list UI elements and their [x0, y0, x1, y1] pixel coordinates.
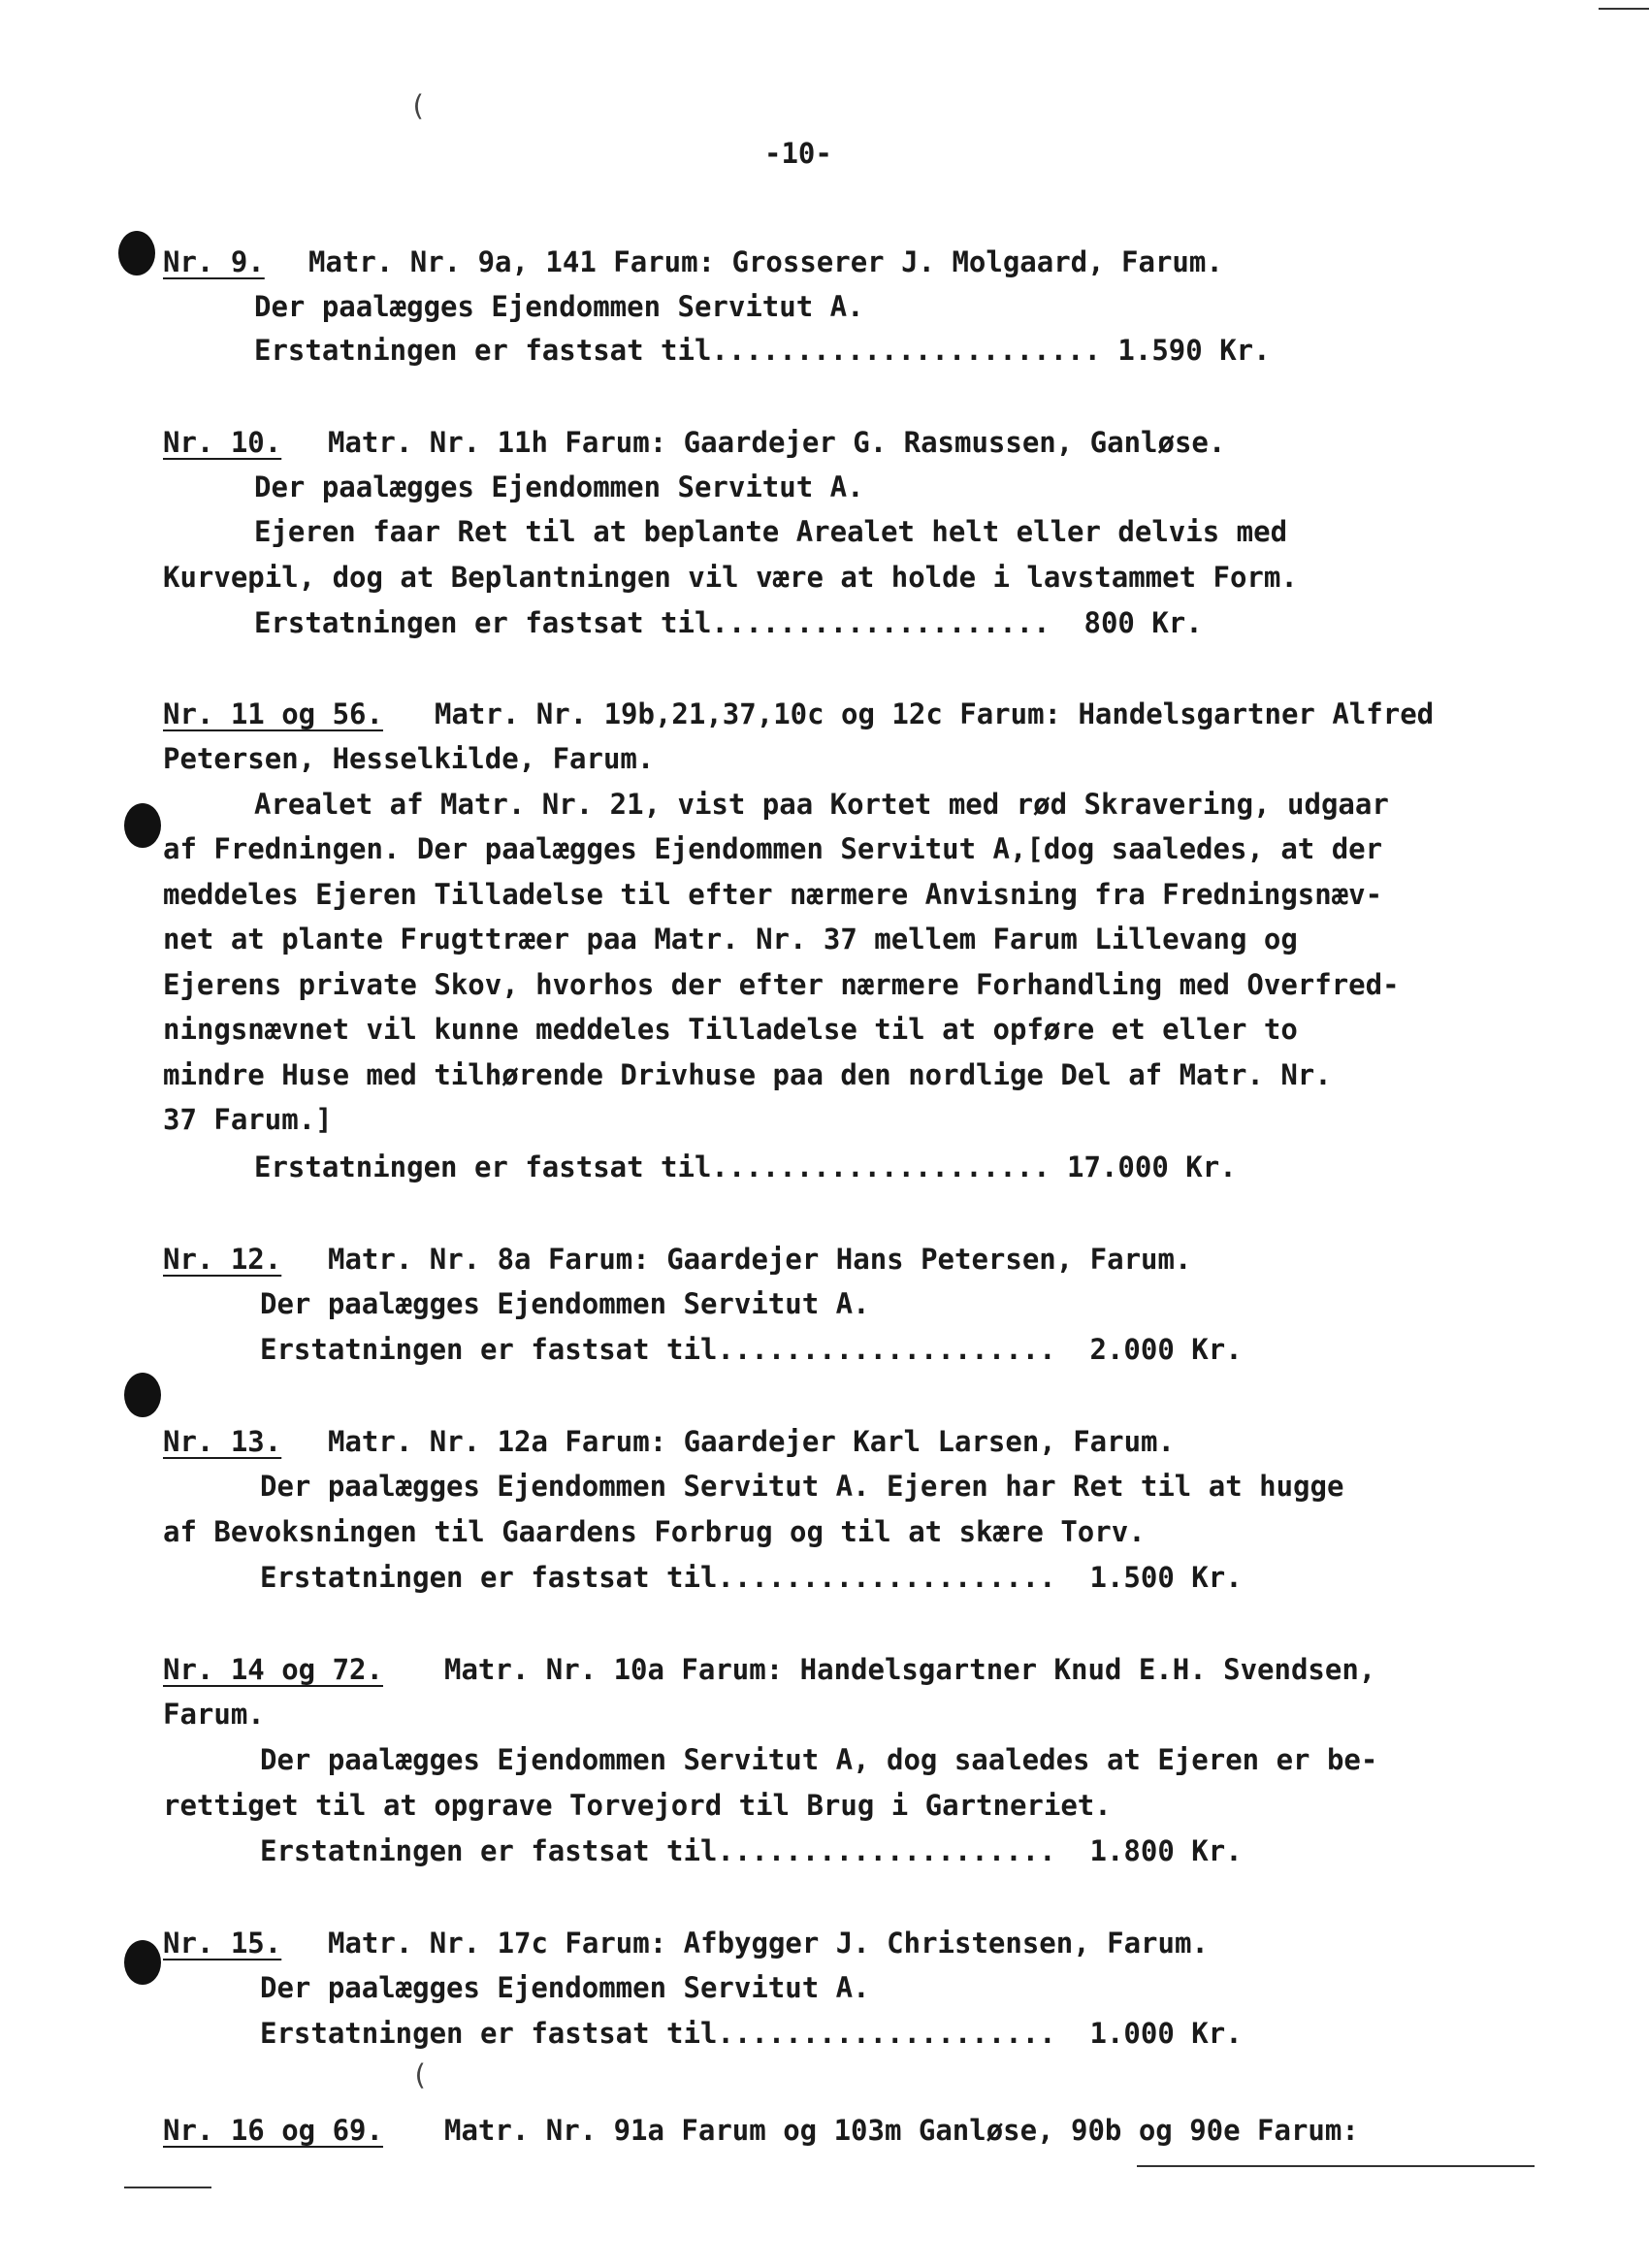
entry-label: Nr. 11 og 56.	[163, 697, 383, 730]
bottom-rule	[1137, 2165, 1535, 2167]
entry-heading: Matr. Nr. 8a Farum: Gaardejer Hans Petersen, Farum.	[328, 1243, 1192, 1276]
entry-text-line: Ejeren faar Ret til at beplante Arealet helt eller delvis med	[254, 515, 1288, 548]
entry-label: Nr. 12.	[163, 1243, 282, 1276]
entry-label: Nr. 14 og 72.	[163, 1653, 383, 1686]
punch-hole	[118, 231, 155, 275]
entry-heading: Matr. Nr. 12a Farum: Gaardejer Karl Larsen, Farum.	[328, 1425, 1175, 1458]
compensation-line: Erstatningen er fastsat til.................... 17.000 Kr.	[254, 1150, 1237, 1183]
punch-hole	[124, 1373, 161, 1417]
entry-text-line: Kurvepil, dog at Beplantningen vil være at holde i lavstammet Form.	[163, 561, 1298, 594]
entry-label: Nr. 16 og 69.	[163, 2114, 383, 2147]
entry-label: Nr. 9.	[163, 245, 265, 278]
stray-mark: (	[411, 2058, 429, 2091]
entry-text-line: ningsnævnet vil kunne meddeles Tilladelse til at opføre et eller to	[163, 1013, 1298, 1046]
entry-heading: Matr. Nr. 9a, 141 Farum: Grosserer J. Molgaard, Farum.	[308, 245, 1223, 278]
punch-hole	[124, 803, 161, 848]
entry-text-line: af Fredningen. Der paalægges Ejendommen Servitut A,[dog saaledes, at der	[163, 832, 1383, 865]
entry-label: Nr. 10.	[163, 426, 282, 459]
entry-text-line: Petersen, Hesselkilde, Farum.	[163, 742, 655, 775]
compensation-line: Erstatningen er fastsat til.................... 800 Kr.	[254, 606, 1203, 639]
entry-label: Nr. 15.	[163, 1927, 282, 1960]
entry-heading: Matr. Nr. 11h Farum: Gaardejer G. Rasmussen, Ganløse.	[328, 426, 1226, 459]
entry-text-line: meddeles Ejeren Tilladelse til efter nærmere Anvisning fra Fredningsnæv-	[163, 878, 1383, 911]
entry-label: Nr. 13.	[163, 1425, 282, 1458]
compensation-line: Erstatningen er fastsat til.................... 2.000 Kr.	[260, 1333, 1243, 1366]
entry-text-line: Der paalægges Ejendommen Servitut A. Ejeren har Ret til at hugge	[260, 1470, 1344, 1503]
compensation-line: Erstatningen er fastsat til.................... 1.000 Kr.	[260, 2017, 1243, 2050]
entry-heading: Matr. Nr. 10a Farum: Handelsgartner Knud E.H. Svendsen,	[444, 1653, 1376, 1686]
entry-text-line: Arealet af Matr. Nr. 21, vist paa Kortet med rød Skravering, udgaar	[254, 788, 1389, 821]
punch-hole	[124, 1940, 161, 1985]
entry-text-line: 37 Farum.]	[163, 1103, 333, 1136]
entry-text-line: rettiget til at opgrave Torvejord til Brug i Gartneriet.	[163, 1789, 1112, 1822]
page-number: -10-	[764, 137, 832, 170]
compensation-line: Erstatningen er fastsat til.................... 1.800 Kr.	[260, 1834, 1243, 1867]
entry-text-line: mindre Huse med tilhørende Drivhuse paa den nordlige Del af Matr. Nr.	[163, 1058, 1332, 1091]
entry-heading: Matr. Nr. 19b,21,37,10c og 12c Farum: Handelsgartner Alfred	[435, 697, 1435, 730]
entry-text-line: Der paalægges Ejendommen Servitut A.	[254, 290, 864, 323]
entry-text-line: af Bevoksningen til Gaardens Forbrug og til at skære Torv.	[163, 1515, 1146, 1548]
stray-mark: (	[409, 89, 427, 122]
entry-text-line: Ejerens private Skov, hvorhos der efter nærmere Forhandling med Overfred-	[163, 968, 1400, 1001]
bottom-dash	[124, 2187, 211, 2188]
entry-text-line: Der paalægges Ejendommen Servitut A.	[260, 1971, 870, 2004]
entry-heading: Matr. Nr. 91a Farum og 103m Ganløse, 90b og 90e Farum:	[444, 2114, 1359, 2147]
compensation-line: Erstatningen er fastsat til....................... 1.590 Kr.	[254, 334, 1271, 367]
entry-text-line: net at plante Frugttræer paa Matr. Nr. 37 mellem Farum Lillevang og	[163, 923, 1298, 956]
edge-mark	[1599, 8, 1649, 10]
compensation-line: Erstatningen er fastsat til.................... 1.500 Kr.	[260, 1561, 1243, 1594]
entry-text-line: Der paalægges Ejendommen Servitut A.	[254, 470, 864, 503]
entry-text-line: Farum.	[163, 1698, 265, 1731]
entry-text-line: Der paalægges Ejendommen Servitut A, dog saaledes at Ejeren er be-	[260, 1743, 1378, 1776]
entry-text-line: Der paalægges Ejendommen Servitut A.	[260, 1287, 870, 1320]
entry-heading: Matr. Nr. 17c Farum: Afbygger J. Christensen, Farum.	[328, 1927, 1209, 1960]
